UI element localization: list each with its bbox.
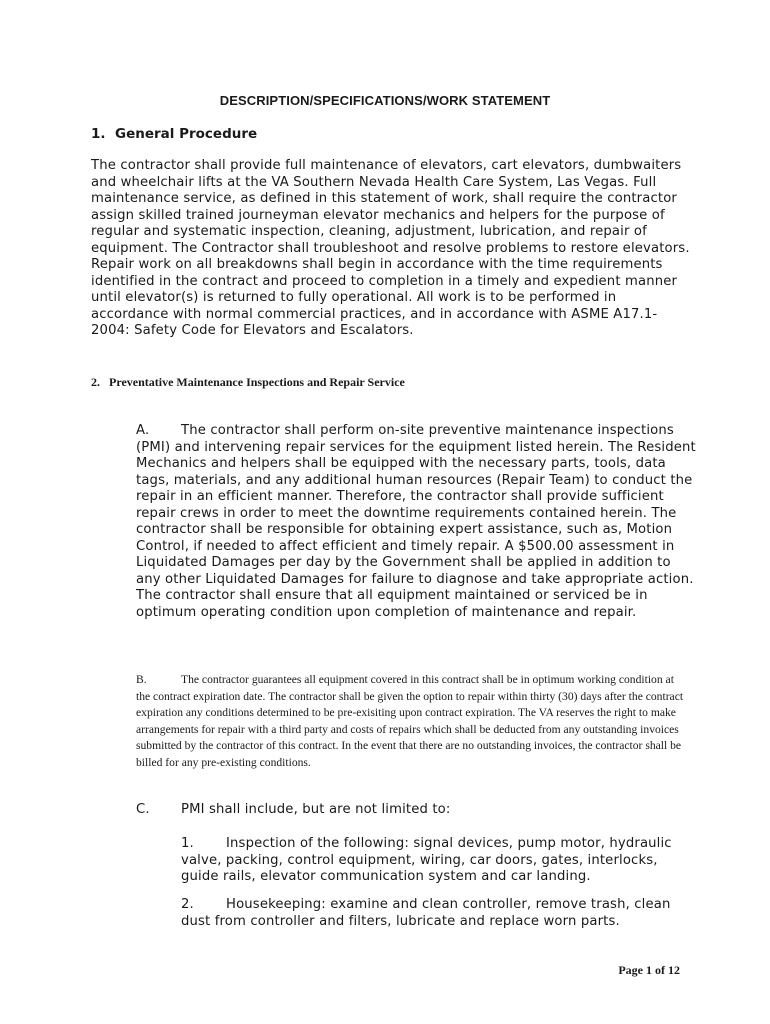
- paragraph-b-text: The contractor guarantees all equipment covered in this contract shall be in optimum working condition at the contract expiration date. The contractor shall be given the option to repair within thirty (30) days after the contract expiration any conditions determined to be pre-exisiting upon contract expiration. The VA reserves the right to make arrangements for repair with a third party and costs of repairs which shall be deducted from any outstanding invoices submitted by the contractor of this contract. In the event that there are no outstanding invoices, the contractor shall be billed for any pre-existing conditions.: [136, 673, 684, 769]
- list-item: [181, 836, 691, 886]
- document-title: DESCRIPTION/SPECIFICATIONS/WORK STATEMENT: [219, 93, 551, 108]
- list-item: [181, 897, 691, 930]
- list-item-label: 2.: [181, 897, 194, 912]
- paragraph-b-label: B.: [136, 673, 147, 686]
- paragraph-a-label: A.: [136, 423, 150, 438]
- section-1-title: General Procedure: [115, 126, 258, 142]
- list-item-text: Housekeeping: examine and clean controller, remove trash, clean dust from controller and filters, lubricate and replace worn parts.: [181, 897, 671, 929]
- section-1-heading: [91, 126, 257, 142]
- paragraph-a-text: The contractor shall perform on-site preventive maintenance inspections (PMI) and intervening repair services for the equipment listed herein. The Resident Mechanics and helpers shall be equipped with the necessary parts, tools, data tags, materials, and any additional human resources (Repair Team) to conduct the repair in an efficient manner. Therefore, the contractor shall provide sufficient repair crews in order to meet the downtime requirements contained herein. The contractor shall be responsible for obtaining expert assistance, such as, Motion Control, if needed to affect efficient and timely repair. A $500.00 assessment in Liquidated Damages per day by the Government shall be applied in addition to any other Liquidated Damages for failure to diagnose and take appropriate action. The contractor shall ensure that all equipment maintained or serviced be in optimum operating condition upon completion of maintenance and repair.: [136, 423, 696, 621]
- section-2-number: 2.: [91, 375, 100, 389]
- paragraph-c-text: PMI shall include, but are not limited to:: [181, 802, 451, 817]
- paragraph-a: [136, 423, 696, 622]
- page-number: Page 1 of 12: [618, 963, 680, 977]
- section-1-number: 1.: [91, 126, 106, 142]
- list-item-text: Inspection of the following: signal devices, pump motor, hydraulic valve, packing, control equipment, wiring, car doors, gates, interlocks, guide rails, elevator communication system and car landing.: [181, 836, 672, 885]
- section-2-title: Preventative Maintenance Inspections and Repair Service: [109, 375, 405, 389]
- paragraph-c-label: C.: [136, 802, 150, 817]
- paragraph-b: [136, 672, 684, 772]
- paragraph-c: [136, 802, 696, 819]
- section-2-heading: [91, 375, 405, 390]
- list-item-label: 1.: [181, 836, 194, 851]
- section-1-body: The contractor shall provide full maintenance of elevators, cart elevators, dumbwaiters and wheelchair lifts at the VA Southern Nevada Health Care System, Las Vegas. Full maintenance service, as defined in this statement of work, shall require the contractor assign skilled trained journeyman elevator mechanics and helpers for the purpose of regular and systematic inspection, cleaning, adjustment, lubrication, and repair of equipment. The Contractor shall troubleshoot and resolve problems to restore elevators. Repair work on all breakdowns shall begin in accordance with the time requirements identified in the contract and proceed to completion in a timely and expedient manner until elevator(s) is returned to fully operational. All work is to be performed in accordance with normal commercial practices, and in accordance with ASME A17.1-2004: Safety Code for Elevators and Escalators.: [91, 158, 690, 339]
